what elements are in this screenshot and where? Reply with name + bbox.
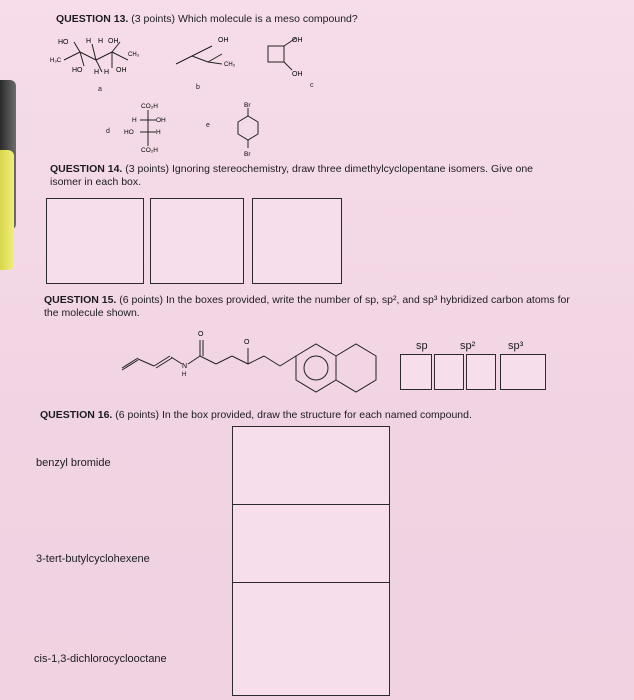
molecule-b xyxy=(172,34,242,74)
compound-label-dichlorocyclooctane: cis-1,3-dichlorocyclooctane xyxy=(34,653,167,665)
mol-a-h4: H xyxy=(104,69,110,76)
mol-d-h-left: H xyxy=(132,117,137,124)
mol-e-br-top: Br xyxy=(244,102,251,109)
question-16-text: (6 points) In the box provided, draw the structure for each named compound. xyxy=(115,409,472,421)
answer-box-benzyl-bromide[interactable] xyxy=(232,426,390,508)
q15-n: N xyxy=(182,363,188,370)
q15-nh-h: H xyxy=(182,372,187,378)
answer-box-tert-butylcyclohexene[interactable] xyxy=(232,504,390,584)
mol-d-co2h-bottom: CO₂H xyxy=(141,147,158,154)
label-c: c xyxy=(310,82,314,89)
mol-e-br-bottom: Br xyxy=(244,151,251,158)
header-sp2: sp² xyxy=(460,340,476,352)
label-a: a xyxy=(98,86,102,93)
highlighter-edge xyxy=(0,150,14,270)
molecule-d xyxy=(122,100,182,154)
label-b: b xyxy=(196,84,200,91)
q15-o-top: O xyxy=(244,339,250,346)
compound-label-tert-butylcyclohexene: 3-tert-butylcyclohexene xyxy=(36,553,150,565)
question-15-text: (6 points) In the boxes provided, write the number of sp, sp², and sp³ hybridized carbon atoms for the molecule shown. xyxy=(44,294,570,319)
mol-c-oh-top: OH xyxy=(292,37,303,44)
label-d: d xyxy=(106,128,110,135)
q15-ketone-o: O xyxy=(198,331,204,338)
question-15 xyxy=(44,294,584,320)
question-14-text: (3 points) Ignoring stereochemistry, draw three dimethylcyclopentane isomers. Give one isomer in each box. xyxy=(50,163,534,188)
label-e: e xyxy=(206,122,210,129)
answer-box-q14-2[interactable] xyxy=(150,198,244,284)
mol-a-h2: H xyxy=(98,38,104,45)
question-13-text: (3 points) Which molecule is a meso compound? xyxy=(131,13,358,25)
molecule-q15 xyxy=(120,322,390,400)
answer-box-dichlorocyclooctane[interactable] xyxy=(232,582,390,696)
answer-box-sp2-b[interactable] xyxy=(466,354,496,390)
question-16 xyxy=(40,409,600,422)
question-13-number: QUESTION 13. xyxy=(56,13,129,25)
mol-a-h1: H xyxy=(86,38,92,45)
mol-a-h3c: H₃C xyxy=(50,58,62,64)
answer-box-sp2-a[interactable] xyxy=(434,354,464,390)
molecule-a xyxy=(50,34,160,96)
question-14 xyxy=(50,163,550,189)
molecule-e xyxy=(228,98,268,160)
molecule-c xyxy=(262,32,322,80)
mol-a-ho-bottom: HO xyxy=(72,67,83,74)
header-sp3: sp³ xyxy=(508,340,524,352)
mol-a-oh-top: OH xyxy=(108,38,119,45)
question-14-number: QUESTION 14. xyxy=(50,163,123,175)
mol-b-ch3: CH₃ xyxy=(224,62,236,68)
answer-box-q14-3[interactable] xyxy=(252,198,342,284)
mol-d-h-right: H xyxy=(156,129,161,136)
mol-a-h3: H xyxy=(94,69,100,76)
compound-label-benzyl-bromide: benzyl bromide xyxy=(36,457,111,469)
mol-b-oh: OH xyxy=(218,37,229,44)
mol-d-ho-left: HO xyxy=(124,129,134,136)
question-15-number: QUESTION 15. xyxy=(44,294,117,306)
mol-c-oh-bottom: OH xyxy=(292,71,303,78)
mol-d-co2h-top: CO₂H xyxy=(141,103,158,110)
answer-box-q14-1[interactable] xyxy=(46,198,144,284)
mol-a-oh-bottom: OH xyxy=(116,67,127,74)
answer-box-sp3[interactable] xyxy=(500,354,546,390)
mol-a-ho-top: HO xyxy=(58,39,69,46)
question-13 xyxy=(56,13,358,26)
header-sp: sp xyxy=(416,340,428,352)
answer-box-sp[interactable] xyxy=(400,354,432,390)
mol-d-oh-right: OH xyxy=(156,117,166,124)
mol-a-ch3: CH₃ xyxy=(128,52,140,58)
question-16-number: QUESTION 16. xyxy=(40,409,113,421)
